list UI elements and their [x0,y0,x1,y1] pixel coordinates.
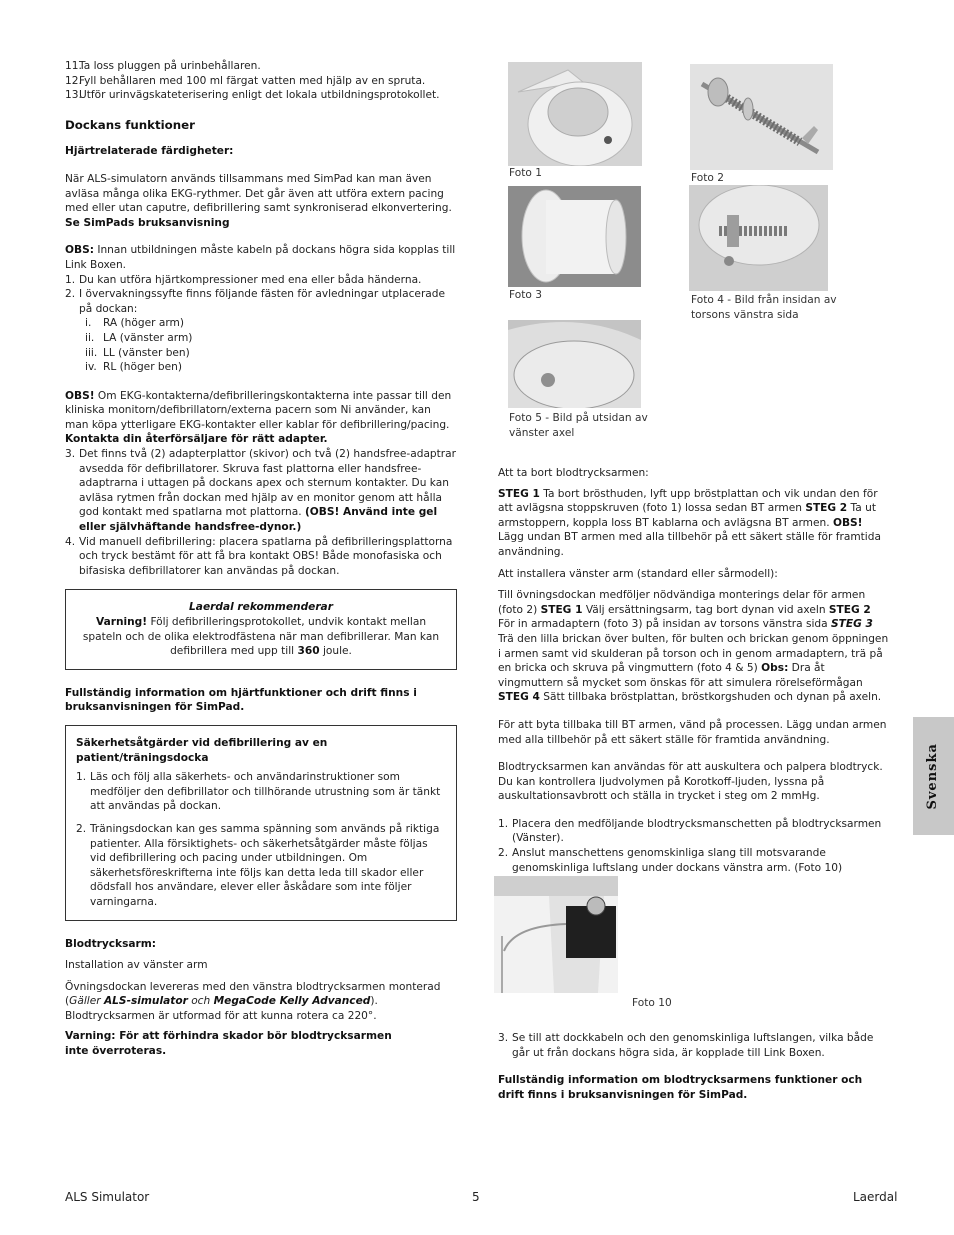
footer-product: ALS Simulator [65,1190,150,1204]
list-item: 2. Anslut manschettens genomskinliga slang till motsvarande genomskinliga luftslang under dockans vänstra arm. (Foto 10) [498,847,843,874]
remove-steps: STEG 1 Ta bort brösthuden, lyft upp bröstplattan och vik undan den för att avlägsna stoppskruven (foto 1) lossa sedan BT armen STEG 2 Ta ut armstoppern, koppla loss BT kablarna och avlägsna BT armen. OBS! Lägg undan BT armen med alla tillbehör på ett säkert ställe för framtida användning. [498,487,881,558]
photo-2-mounting-parts [690,64,833,170]
photo-caption: Foto 2 [691,172,724,184]
box-title: Säkerhetsåtgärder vid defibrillering av en patient/träningsdocka [76,736,328,764]
torso-inside-illustration [689,185,828,291]
photo-caption: Foto 1 [509,167,542,179]
left-column [65,59,457,1059]
obs-note-adapter: OBS! Om EKG-kontakterna/defibrilleringskontakterna inte passar till den kliniska monitorn/defibrillatorn/externa pacern som Ni använder, kan man köpa ytterligare EKG-kontakter eller kablar för defibrillering/pacing. Kontakta din återförsäljare för rätt adapter. [65,389,452,446]
bp-full-info: Fullständig information om blodtrycksarmens funktioner och drift finns i bruksanvisningen för SimPad. [498,1074,863,1101]
list-item: iv. RL (höger ben) [85,361,183,374]
photo-caption: Foto 10 [632,997,672,1009]
switch-back: För att byta tillbaka till BT armen, vänd på processen. Lägg undan armen med alla tillbehör på ett säkert ställe för framtida användning. [498,718,887,746]
photo-caption: Foto 3 [509,289,542,301]
safety-list [76,770,446,909]
ring-clamp-illustration [508,62,642,166]
urine-steps-list [65,59,457,103]
shoulder-illustration [508,320,641,408]
section-heading: Dockans funktioner [65,117,196,132]
obs-note-cable: OBS: Innan utbildningen måste kabeln på dockans högra sida kopplas till Link Boxen. [65,244,456,271]
list-item: 2. I övervakningssyfte finns följande fästen för avledningar utplacerade på dockan: [65,288,446,315]
bp-paragraph: Övningsdockan levereras med den vänstra blodtrycksarmen monterad (Gäller ALS-simulator och MegaCode Kelly Advanced). Blodtrycksarmen är utformad för att kunna rotera ca 220°. [65,980,441,1022]
remove-title: Att ta bort blodtrycksarmen: [498,467,649,479]
box-title: Laerdal rekommenderar [189,601,333,614]
photo-3-arm-adapter [508,186,641,287]
recommendation-box [65,589,457,669]
list-item: ii. LA (vänster arm) [85,331,193,344]
list-item: 11. Ta loss pluggen på urinbehållaren. [65,60,261,72]
photo-caption: Foto 5 - Bild på utsidan av vänster axel [509,412,648,439]
list-item: i. RA (höger arm) [85,317,184,330]
defib-list [65,447,457,578]
list-item: 3. Se till att dockkabeln och den genomskinliga luftslangen, vilka både går ut från dockans högra sida, är kopplade till Link Boxen. [498,1032,874,1059]
list-item: 4. Vid manuell defibrillering: placera spatlarna på defibrilleringsplattorna och tryck bestämt för att få bra kontakt OBS! Både monofasiska och bifasiska defibrillatorer kan användas på dockan. [65,535,453,577]
safety-box [65,725,457,921]
heart-list [65,273,457,317]
photo-4-torso-inside [689,185,828,291]
heart-paragraph: När ALS-simulatorn används tillsammans med SimPad kan man även avläsa många olika EKG-rythmer. Det går även att utföra extern pacing med eller utan caputre, defibrillering samt synkroniserad elkonvertering. Se SimPads bruksanvisning [65,172,452,229]
adapter-illustration [508,186,641,287]
bp-install-title: Installation av vänster arm [65,959,208,972]
subheading-heart: Hjärtrelaterade färdigheter: [65,145,234,158]
right-column [498,466,890,875]
list-item: 2. Träningsdockan kan ges samma spänning som används på riktiga patienter. Alla försiktighets- och säkerhetsåtgärder måste följas vid defibrillering och pacing under utbildningen. Om säkerhetsföreskrifterna inte följs kan detta leda till skador eller dödsfall hos användare, elever eller åskådare som inte följer varningarna. [76,822,440,908]
photo-5-shoulder-outside [508,320,641,408]
photo-10-cuff [494,876,618,993]
bp-heading: Blodtrycksarm: [65,937,157,950]
link-box-list [498,1031,890,1060]
list-item: 13. Utför urinvägskateterisering enligt det lokala utbildningsprotokollet. [65,89,440,102]
install-steps: Till övningsdockan medföljer nödvändiga monterings delar för armen (foto 2) STEG 1 Välj ersättningsarm, tag bort dynan vid axeln STEG 2 För in armadaptern (foto 3) på insidan av torsons vänstra sida STEG 3 Trä den lilla brickan över bulten, för bulten och brickan genom öppningen i armen samt vid skulderan på torson och in genom armadaptern, trä på en bricka och skruva på vingmuttern (foto 4 & 5) Obs: Dra åt vingmuttern så mycket som önskas för att simulera rörelseförmågan STEG 4 Sätt tillbaka bröstplattan, bröstkorgshuden och dynan på axeln. [498,589,889,704]
language-tab: Svenska [913,717,954,835]
photo-1-stop-screw [508,62,642,166]
cuff-illustration [494,876,618,993]
right-column-bottom [498,1031,890,1102]
list-item: iii. LL (vänster ben) [85,346,190,359]
list-item: 1. Du kan utföra hjärtkompressioner med ena eller båda händerna. [65,273,422,286]
install-title: Att installera vänster arm (standard eller sårmodell): [498,567,778,580]
bp-warning: Varning: För att förhindra skador bör blodtrycksarmen inte överroteras. [65,1030,392,1058]
footer-page-number: 5 [472,1190,480,1204]
footer-brand: Laerdal [853,1190,898,1204]
photo-caption: Foto 4 - Bild från insidan av torsons vänstra sida [691,294,837,321]
cuff-list [498,817,890,875]
heart-full-info: Fullständig information om hjärtfunktioner och drift finns i bruksanvisningen för SimPad. [65,686,417,714]
list-item: 3. Det finns två (2) adapterplattor (skivor) och två (2) handsfree-adaptrar avsedda för defibrillatorer. Skruva fast plattorna eller handsfree-adaptrarna i uttagen på dockans apex och sternum kontakter. Du kan avläsa rytmen från dockan med hjälp av en monitor genom att hålla god kontakt med spatlarna mot plattorna. (OBS! Använd inte gel eller självhäftande handsfree-dynor.) [65,448,457,534]
bp-use: Blodtrycksarmen kan användas för att auskultera och palpera blodtryck. Du kan kontrollera ljudvolymen på Korotkoff-ljuden, lyssna på auskultationsavbrott och ställa in trycket i steg om 2 mmHg. [498,761,883,803]
list-item: 1. Läs och följ alla säkerhets- och användarinstruktioner som medföljer den defibrillator och tillhörande utrustning som är tänkt att användas på dockan. [76,771,441,813]
list-item: 12. Fyll behållaren med 100 ml färgat vatten med hjälp av en spruta. [65,74,426,87]
lead-sites-list [65,316,457,374]
list-item: 1. Placera den medföljande blodtrycksmanschetten på blodtrycksarmen (Vänster). [498,817,882,845]
bolt-illustration [690,64,833,170]
box-warning: Varning! Följ defibrilleringsprotokollet, undvik kontakt mellan spateln och de olika elektrodfästena när man defibrillerar. Man kan defibrillera med upp till 360 joule. [82,616,440,658]
